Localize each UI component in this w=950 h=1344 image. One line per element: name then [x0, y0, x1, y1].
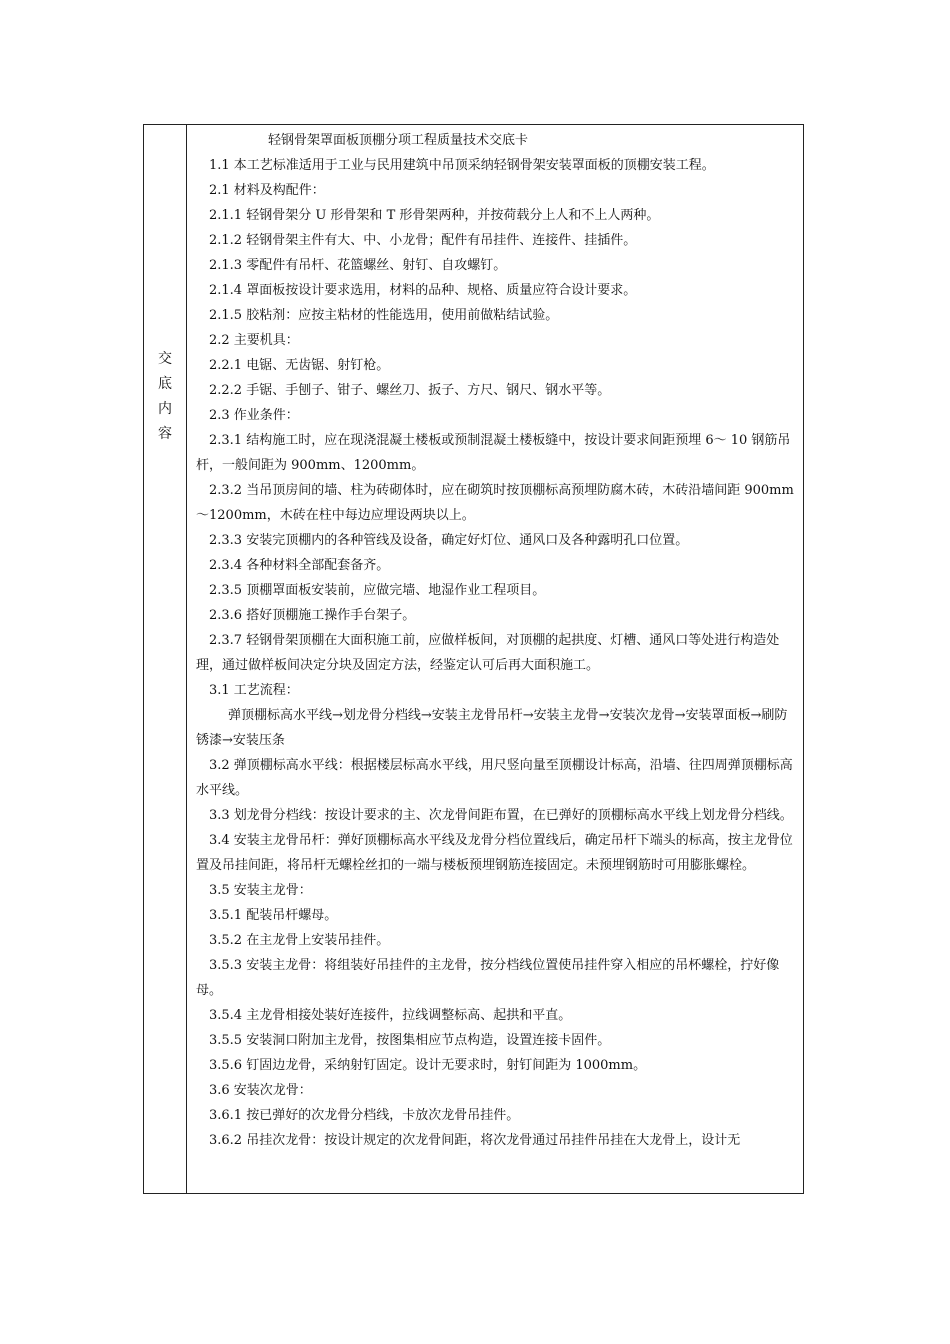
paragraph: 2.1.2 轻钢骨架主件有大、中、小龙骨；配件有吊挂件、连接件、挂插件。 [209, 233, 637, 248]
paragraph: 3.2 弹顶棚标高水平线：根据楼层标高水平线，用尺竖向量至顶棚设计标高，沿墙、往四周弹顶棚标高水平线。 [196, 758, 793, 798]
paragraph: 3.5.3 安装主龙骨：将组装好吊挂件的主龙骨，按分档线位置使吊挂件穿入相应的吊杯螺栓，拧好像母。 [196, 958, 780, 998]
paragraph: 2.3.7 轻钢骨架顶棚在大面积施工前，应做样板间，对顶棚的起拱度、灯槽、通风口等处进行构造处理，通过做样板间决定分块及固定方法，经鉴定认可后再大面积施工。 [196, 633, 780, 673]
paragraph: 3.5.5 安装洞口附加主龙骨，按图集相应节点构造，设置连接卡固件。 [209, 1033, 611, 1048]
paragraph: 3.1 工艺流程： [209, 683, 299, 698]
paragraph: 2.1.5 胶粘剂：应按主粘材的性能选用，使用前做粘结试验。 [209, 308, 559, 323]
paragraph-list [196, 153, 795, 1153]
paragraph: 2.3.2 当吊顶房间的墙、柱为砖砌体时，应在砌筑时按顶棚标高预埋防腐木砖，木砖沿墙间距 900mm～1200mm，木砖在柱中每边应埋设两块以上。 [196, 483, 794, 523]
paragraph: 2.3.3 安装完顶棚内的各种管线及设备，确定好灯位、通风口及各种露明孔口位置。 [209, 533, 689, 548]
side-label-char: 容 [158, 426, 172, 442]
paragraph: 2.1.3 零配件有吊杆、花篮螺丝、射钉、自攻螺钉。 [209, 258, 507, 273]
paragraph: 2.3.4 各种材料全部配套备齐。 [209, 558, 390, 573]
paragraph: 2.1.1 轻钢骨架分 U 形骨架和 T 形骨架两种，并按荷载分上人和不上人两种。 [209, 208, 660, 223]
paragraph: 3.5.2 在主龙骨上安装吊挂件。 [209, 933, 390, 948]
paragraph: 1.1 本工艺标准适用于工业与民用建筑中吊顶采纳轻钢骨架安装罩面板的顶棚安装工程。 [209, 158, 715, 173]
paragraph: 2.1.4 罩面板按设计要求选用，材料的品种、规格、质量应符合设计要求。 [209, 283, 637, 298]
paragraph: 2.3.5 顶棚罩面板安装前，应做完墙、地湿作业工程项目。 [209, 583, 546, 598]
paragraph: 3.3 划龙骨分档线：按设计要求的主、次龙骨间距布置，在已弹好的顶棚标高水平线上划龙骨分档线。 [209, 808, 793, 823]
paragraph: 3.5.6 钉固边龙骨，采纳射钉固定。设计无要求时，射钉间距为 1000mm。 [209, 1058, 647, 1073]
paragraph: 3.5.1 配装吊杆螺母。 [209, 908, 338, 923]
paragraph: 2.2.1 电锯、无齿锯、射钉枪。 [209, 358, 390, 373]
paragraph: 3.6.1 按已弹好的次龙骨分档线，卡放次龙骨吊挂件。 [209, 1108, 520, 1123]
paragraph: 2.2 主要机具： [209, 333, 299, 348]
paragraph: 2.3.1 结构施工时，应在现浇混凝土楼板或预制混凝土楼板缝中，按设计要求间距预埋 6～ 10 钢筋吊杆，一般间距为 900mm、1200mm。 [196, 433, 791, 473]
paragraph: 2.3.6 搭好顶棚施工操作手台架子。 [209, 608, 416, 623]
paragraph: 2.3 作业条件： [209, 408, 299, 423]
paragraph: 3.6.2 吊挂次龙骨：按设计规定的次龙骨间距，将次龙骨通过吊挂件吊挂在大龙骨上，设计无 [209, 1133, 741, 1148]
disclosure-content [187, 125, 803, 1193]
disclosure-table [143, 124, 804, 1194]
paragraph: 3.6 安装次龙骨： [209, 1083, 312, 1098]
paragraph: 3.5 安装主龙骨： [209, 883, 312, 898]
side-label-char: 内 [158, 401, 172, 417]
side-label-char: 底 [158, 376, 172, 392]
paragraph: 2.2.2 手锯、手刨子、钳子、螺丝刀、扳子、方尺、钢尺、钢水平等。 [209, 383, 611, 398]
side-label [144, 347, 186, 447]
document-title: 轻钢骨架罩面板顶棚分项工程质量技术交底卡 [268, 133, 529, 148]
paragraph: 2.1 材料及构配件： [209, 183, 325, 198]
paragraph: 3.4 安装主龙骨吊杆：弹好顶棚标高水平线及龙骨分档位置线后，确定吊杆下端头的标高，按主龙骨位置及吊挂间距，将吊杆无螺栓丝扣的一端与楼板预埋钢筋连接固定。未预埋钢筋时可用膨胀螺栓。 [196, 833, 793, 873]
side-label-cell [144, 125, 187, 1193]
paragraph: 弹顶棚标高水平线→划龙骨分档线→安装主龙骨吊杆→安装主龙骨→安装次龙骨→安装罩面板→刷防锈漆→安装压条 [196, 708, 788, 748]
side-label-char: 交 [158, 351, 172, 367]
paragraph: 3.5.4 主龙骨相接处装好连接件，拉线调整标高、起拱和平直。 [209, 1008, 572, 1023]
